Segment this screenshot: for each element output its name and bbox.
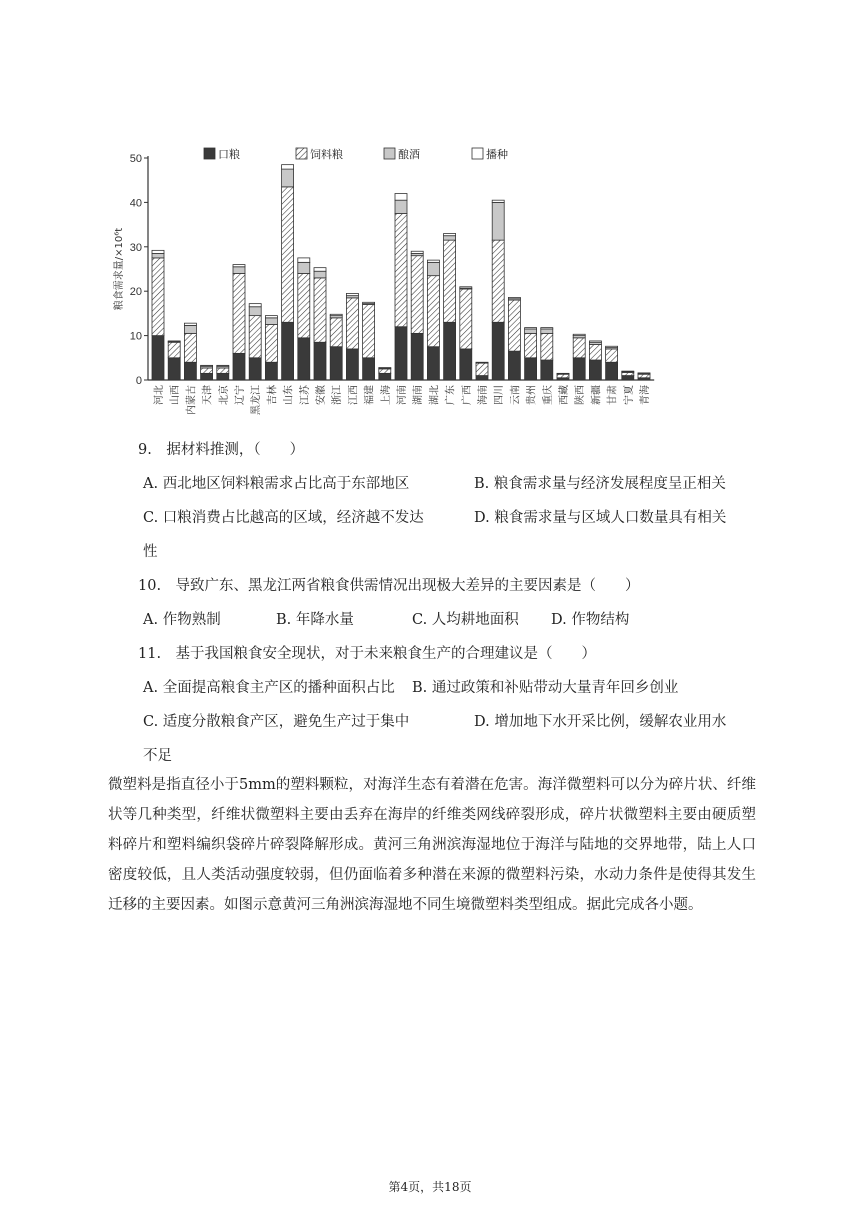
- bar-segment-口粮: [217, 373, 229, 380]
- option-text: 通过政策和补贴带动大量青年回乡创业: [431, 680, 679, 696]
- y-tick-label: 40: [129, 197, 142, 210]
- option-text: 口粮消费占比越高的区域，经济越不发达: [162, 510, 424, 526]
- bar-segment-酿酒: [525, 329, 537, 333]
- bar-segment-口粮: [573, 358, 585, 380]
- x-tick-label: 广西: [461, 385, 473, 405]
- x-tick-label: 浙江: [332, 385, 344, 405]
- bar-segment-酿酒: [314, 271, 326, 278]
- bar-segment-饲料粮: [298, 273, 310, 337]
- page-footer: 第4页，共18页: [388, 1180, 472, 1194]
- option-label: B.: [276, 612, 292, 628]
- chart-legend: [204, 147, 508, 161]
- bar-segment-口粮: [508, 351, 520, 380]
- bar-segment-饲料粮: [152, 258, 164, 336]
- bar-segment-饲料粮: [379, 369, 391, 373]
- option-label: A.: [143, 612, 159, 628]
- q9-option-d[interactable]: [474, 506, 726, 527]
- bar-segment-口粮: [363, 358, 375, 380]
- bar-segment-酿酒: [282, 169, 294, 187]
- x-tick-label: 湖北: [429, 385, 441, 405]
- option-label: A.: [143, 476, 159, 492]
- bar-segment-播种: [395, 194, 407, 201]
- bar-segment-饲料粮: [184, 333, 196, 362]
- bar-segment-口粮: [411, 333, 423, 380]
- x-tick-label: 云南: [510, 385, 522, 405]
- y-tick-label: 10: [129, 330, 142, 343]
- option-label: C.: [143, 510, 159, 526]
- x-tick-label: 广东: [445, 385, 457, 405]
- x-tick-label: 四川: [494, 385, 506, 405]
- option-text: 人均耕地面积: [431, 612, 519, 628]
- q9-option-a[interactable]: [143, 472, 409, 493]
- bar-segment-饲料粮: [363, 305, 375, 358]
- y-tick-label: 0: [135, 375, 142, 387]
- bar-segment-播种: [346, 293, 358, 295]
- option-text: 年降水量: [295, 612, 354, 628]
- bar-segment-饲料粮: [330, 318, 342, 347]
- bar-segment-播种: [541, 328, 553, 329]
- bar-segment-饲料粮: [346, 298, 358, 349]
- bar-segment-播种: [589, 341, 601, 342]
- bar-segment-播种: [606, 346, 618, 347]
- bar-segment-口粮: [589, 360, 601, 380]
- x-tick-label: 甘肃: [607, 385, 619, 405]
- bar-segment-播种: [444, 233, 456, 235]
- bar-segment-口粮: [184, 362, 196, 380]
- bar-segment-口粮: [233, 353, 245, 380]
- bar-segment-播种: [152, 250, 164, 253]
- option-text: 适度分散粮食产区，避免生产过于集中: [162, 714, 410, 730]
- bar-segment-口粮: [476, 376, 488, 380]
- y-tick-label: 50: [129, 153, 142, 165]
- legend-label: 酿酒: [398, 148, 420, 161]
- x-tick-label: 新疆: [591, 385, 603, 405]
- bar-segment-口粮: [249, 358, 261, 380]
- bar-segment-口粮: [395, 327, 407, 380]
- x-tick-label: 福建: [364, 385, 376, 405]
- bar-segment-饲料粮: [525, 333, 537, 357]
- x-tick-label: 贵州: [526, 385, 538, 405]
- bar-segment-酿酒: [249, 307, 261, 316]
- bar-segment-饲料粮: [492, 240, 504, 322]
- q9-option-b[interactable]: [474, 472, 726, 493]
- bar-segment-口粮: [541, 360, 553, 380]
- option-text: 作物熟制: [162, 612, 221, 628]
- bar-segment-饲料粮: [460, 289, 472, 349]
- bar-segment-饲料粮: [265, 325, 277, 363]
- bar-segment-口粮: [201, 373, 213, 380]
- option-text: 增加地下水开采比例，缓解农业用水: [494, 714, 727, 730]
- bar-segment-饲料粮: [314, 278, 326, 342]
- bar-segment-饲料粮: [168, 342, 180, 358]
- bar-segment-酿酒: [184, 325, 196, 333]
- bar-segment-口粮: [152, 336, 164, 380]
- bar-segment-饲料粮: [201, 368, 213, 373]
- bar-segment-饲料粮: [508, 300, 520, 351]
- option-text: 粮食需求量与经济发展程度呈正相关: [493, 476, 726, 492]
- x-tick-label: 西藏: [559, 385, 570, 405]
- question-9-stem: 9. 据材料推测，（ ）: [138, 442, 305, 458]
- legend-label: 播种: [486, 148, 508, 161]
- bar-segment-播种: [249, 304, 261, 307]
- reading-passage: 微塑料是指直径小于5mm的塑料颗粒，对海洋生态有着潜在危害。海洋微塑料可以分为碎片状、纤维状等几种类型，纤维状微塑料主要由丢弃在海岸的纤维类网线碎裂形成，碎片状微塑料主要由硬质塑料碎片和塑料编织袋碎片碎裂降解形成。黄河三角洲滨海湿地位于海洋与陆地的交界地带，陆上人口密度较低，且人类活动强度较弱，但仍面临着多种潜在来源的微塑料污染，水动力条件是使得其发生迁移的主要因素。如图示意黄河三角洲滨海湿地不同生境微塑料类型组成。据此完成各小题。: [108, 777, 756, 913]
- y-tick-label: 30: [129, 241, 142, 254]
- bar-segment-播种: [330, 314, 342, 315]
- bar-segment-播种: [201, 365, 213, 366]
- q10-option-a[interactable]: [143, 608, 221, 629]
- legend-swatch: [472, 148, 483, 159]
- bar-segment-口粮: [314, 342, 326, 380]
- bar-segment-播种: [298, 258, 310, 262]
- option-text: 西北地区饲料粮需求占比高于东部地区: [162, 476, 410, 492]
- bar-segment-酿酒: [233, 267, 245, 274]
- legend-label: 饲料粮: [310, 148, 343, 161]
- x-tick-label: 青海: [640, 385, 651, 405]
- y-axis-title: [112, 228, 125, 310]
- x-tick-label: 重庆: [542, 385, 554, 405]
- bar-segment-口粮: [346, 349, 358, 380]
- legend-swatch: [296, 148, 307, 159]
- bar-segment-播种: [363, 302, 375, 303]
- q11-option-b[interactable]: [412, 676, 678, 697]
- chart-bars: [152, 165, 650, 380]
- bar-segment-口粮: [525, 358, 537, 380]
- bar-segment-酿酒: [541, 329, 553, 333]
- legend-swatch: [204, 148, 215, 159]
- question-11-stem: 11. 基于我国粮食安全现状，对于未来粮食生产的合理建议是（ ）: [138, 646, 597, 662]
- bar-segment-饲料粮: [444, 240, 456, 322]
- option-text: 全面提高粮食主产区的播种面积占比: [162, 680, 395, 696]
- bar-segment-口粮: [444, 322, 456, 380]
- bar-segment-口粮: [492, 322, 504, 380]
- bar-segment-酿酒: [265, 318, 277, 325]
- bar-segment-播种: [184, 323, 196, 325]
- bar-segment-饲料粮: [411, 256, 423, 334]
- bar-segment-播种: [492, 200, 504, 202]
- bar-segment-口粮: [427, 347, 439, 380]
- x-tick-label: 陕西: [575, 385, 587, 405]
- bar-segment-口粮: [265, 362, 277, 380]
- grain-demand-chart: [108, 140, 651, 415]
- x-tick-label: 内蒙古: [186, 385, 198, 415]
- legend-label: 口粮: [218, 148, 240, 161]
- bar-segment-口粮: [606, 362, 618, 380]
- x-tick-label: 天津: [202, 385, 214, 405]
- x-tick-label: 湖南: [413, 385, 425, 405]
- option-label: D.: [551, 612, 567, 628]
- option-label: C.: [143, 714, 159, 730]
- bar-segment-口粮: [282, 322, 294, 380]
- bar-segment-口粮: [168, 358, 180, 380]
- q9-option-d-wrap: 性: [143, 544, 158, 560]
- bar-segment-饲料粮: [606, 349, 618, 362]
- option-label: D.: [474, 714, 490, 730]
- bar-segment-口粮: [379, 373, 391, 380]
- x-tick-label: 山西: [170, 385, 182, 405]
- bar-segment-口粮: [460, 349, 472, 380]
- x-tick-label: 吉林: [267, 385, 279, 405]
- x-tick-label: 安徽: [316, 385, 327, 405]
- bar-segment-饲料粮: [638, 374, 650, 378]
- q10-option-b[interactable]: [276, 608, 354, 629]
- bar-segment-酿酒: [395, 200, 407, 213]
- option-label: D.: [474, 510, 490, 526]
- bar-segment-播种: [411, 251, 423, 253]
- x-tick-label: 河南: [397, 385, 408, 405]
- option-label: B.: [412, 680, 428, 696]
- q11-option-c[interactable]: [143, 710, 409, 731]
- q11-option-d[interactable]: [474, 710, 726, 731]
- question-10-stem: 10. 导致广东、黑龙江两省粮食供需情况出现极大差异的主要因素是（ ）: [138, 578, 640, 594]
- bar-segment-饲料粮: [249, 316, 261, 358]
- option-text: 粮食需求量与区域人口数量具有相关: [494, 510, 727, 526]
- bar-segment-酿酒: [298, 262, 310, 273]
- bar-segment-饲料粮: [622, 372, 634, 375]
- q10-option-c[interactable]: [412, 608, 519, 629]
- option-text: 作物结构: [571, 612, 630, 628]
- bar-segment-播种: [573, 334, 585, 335]
- x-tick-label: 江西: [348, 385, 360, 405]
- bar-segment-饲料粮: [427, 276, 439, 347]
- bar-segment-酿酒: [444, 236, 456, 240]
- bar-segment-播种: [525, 328, 537, 329]
- bar-segment-饲料粮: [282, 187, 294, 322]
- option-label: A.: [143, 680, 159, 696]
- x-tick-label: 北京: [218, 385, 230, 405]
- bar-segment-播种: [508, 297, 520, 298]
- bar-segment-播种: [265, 316, 277, 318]
- q11-option-a[interactable]: [143, 676, 395, 697]
- y-axis-title-text: 粮食需求量/×10⁶t: [114, 227, 125, 311]
- x-tick-label: 辽宁: [235, 385, 246, 405]
- bar-segment-酿酒: [152, 253, 164, 257]
- y-tick-label: 20: [129, 286, 142, 299]
- q9-option-c[interactable]: [143, 506, 424, 527]
- x-axis-labels: [153, 384, 651, 415]
- bar-segment-播种: [460, 287, 472, 288]
- bar-segment-饲料粮: [395, 214, 407, 327]
- bar-segment-口粮: [330, 347, 342, 380]
- x-tick-label: 海南: [478, 385, 489, 405]
- q11-option-d-wrap: 不足: [143, 748, 172, 764]
- bar-segment-饲料粮: [557, 374, 569, 378]
- bar-segment-饲料粮: [573, 338, 585, 358]
- bar-segment-播种: [217, 365, 229, 366]
- bar-segment-播种: [427, 260, 439, 262]
- x-tick-label: 黑龙江: [251, 385, 263, 415]
- x-tick-label: 江苏: [299, 385, 311, 405]
- bar-segment-口粮: [622, 376, 634, 380]
- option-label: B.: [474, 476, 490, 492]
- bar-segment-饲料粮: [476, 363, 488, 375]
- x-tick-label: 河北: [154, 385, 165, 405]
- bar-segment-饲料粮: [541, 333, 553, 360]
- bar-segment-播种: [282, 165, 294, 169]
- bar-segment-酿酒: [427, 262, 439, 275]
- bar-segment-播种: [233, 265, 245, 267]
- bar-segment-饲料粮: [217, 368, 229, 373]
- bar-segment-播种: [314, 268, 326, 272]
- bar-segment-饲料粮: [233, 273, 245, 353]
- x-tick-label: 上海: [380, 385, 392, 405]
- legend-swatch: [384, 148, 395, 159]
- x-tick-label: 山东: [283, 385, 295, 405]
- option-label: C.: [412, 612, 428, 628]
- bar-segment-酿酒: [492, 202, 504, 240]
- x-tick-label: 宁夏: [623, 385, 635, 405]
- q10-option-d[interactable]: [551, 608, 629, 629]
- bar-segment-饲料粮: [589, 344, 601, 360]
- bar-segment-口粮: [298, 338, 310, 380]
